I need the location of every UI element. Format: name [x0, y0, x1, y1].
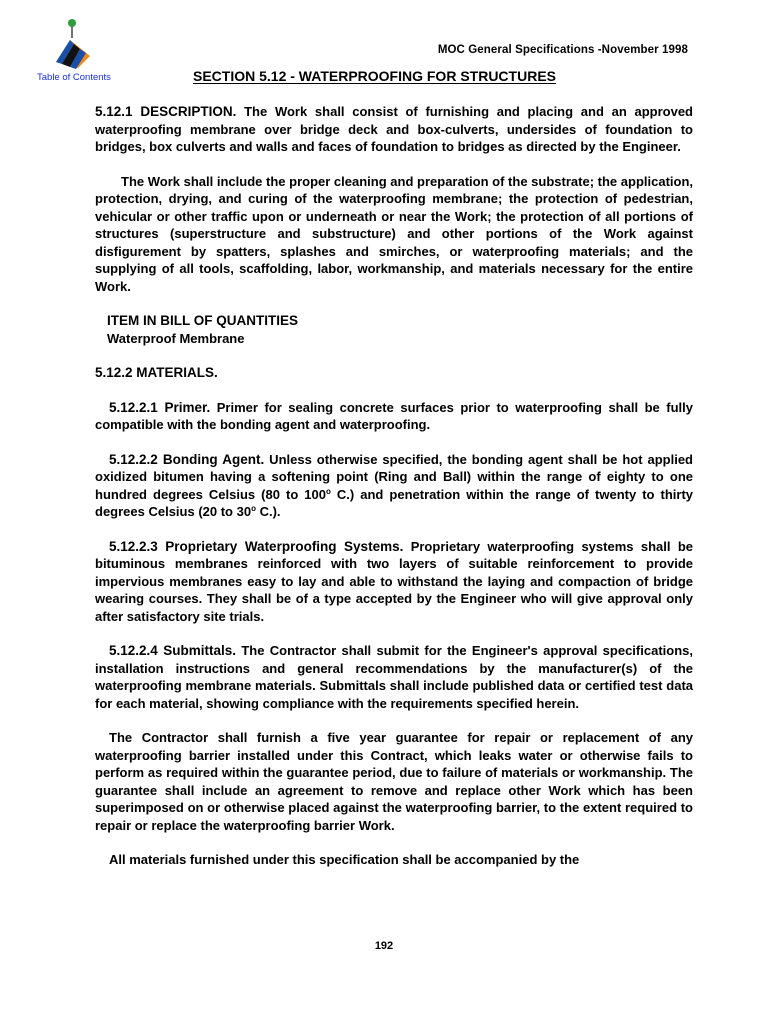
proprietary-systems-text: Proprietary waterproofing systems shall be bituminous membranes reinforced with two layers of suitable reinforcement to provide impervious membranes easy to lay and able to withstand the laying and compaction of bridge wearing courses. They shall be of a type accepted by the Engineer who will give approval only after satisfactory site trials.: [95, 538, 693, 624]
primer-heading: 5.12.2.1 Primer.: [109, 399, 211, 415]
degree-symbol: o: [251, 504, 256, 513]
submittals-paragraph: [95, 642, 693, 712]
submittals-text: The Contractor shall submit for the Engineer's approval specifications, installation instructions and general recommendations by the manufacturer(s) of the waterproofing membrane materials. Submittals shall include published data or certified test data for each material, showing compliance with the requirements specified herein.: [95, 643, 693, 711]
materials-accompaniment-text: All materials furnished under this specification shall be accompanied by the: [109, 852, 580, 867]
scope-text: The Work shall include the proper cleaning and preparation of the substrate; the application, protection, drying, and curing of the waterproofing membrane; the protection of pedestrian, vehicular or other traffic upon or underneath or near the Work; the protection of all portions of structures (superstructure and substructure) and other portions of the Work against disfigurement by spatters, splashes and smirches, or waterproofing materials; and the supplying of all tools, scaffolding, labor, workmanship, and materials necessary for the entire Work.: [95, 173, 693, 294]
bonding-agent-text-1: Unless otherwise specified, the bonding agent shall be hot applied oxidized bitumen having a softening point (Ring and Ball) within the range of eighty to one hundred degrees Celsius (80 to 100: [95, 451, 693, 502]
bill-of-quantities-heading: ITEM IN BILL OF QUANTITIES: [107, 313, 298, 328]
proprietary-systems-heading: 5.12.2.3 Proprietary Waterproofing Systems.: [109, 538, 404, 554]
table-of-contents-link[interactable]: Table of Contents: [37, 72, 111, 83]
page-number: 192: [374, 940, 394, 952]
description-text: The Work shall consist of furnishing and placing and an approved waterproofing membrane over bridge deck and box-culverts, undersides of foundation to bridges, box culverts and walls and faces of foundation to bridges as directed by the Engineer.: [95, 104, 693, 154]
primer-paragraph: [95, 399, 693, 434]
degree-symbol: o: [325, 486, 331, 496]
proprietary-systems-paragraph: [95, 538, 693, 626]
document-title: MOC General Specifications -November 1998: [437, 44, 688, 56]
materials-heading: 5.12.2 MATERIALS.: [95, 365, 218, 380]
guarantee-text: The Contractor shall furnish a five year guarantee for repair or replacement of any waterproofing barrier installed under this Contract, which leaks water or otherwise fails to perform as required within the guarantee period, due to failure of materials or workmanship. The guarantee shall include an agreement to remove and replace other Work which has been superimposed on or otherwise placed against the waterproofing barrier, to the extent required to repair or replace the waterproofing barrier Work.: [95, 730, 693, 833]
description-paragraph: [95, 103, 693, 156]
bonding-agent-paragraph: [95, 451, 693, 521]
moc-logo: [50, 18, 96, 74]
bill-of-quantities-item: Waterproof Membrane: [107, 330, 245, 346]
description-heading: 5.12.1 DESCRIPTION.: [95, 104, 237, 119]
bonding-agent-heading: 5.12.2.2 Bonding Agent.: [109, 451, 265, 467]
materials-accompaniment-paragraph: [95, 851, 693, 869]
primer-text: Primer for sealing concrete surfaces prior to waterproofing shall be fully compatible with the bonding agent and waterproofing.: [95, 399, 693, 432]
bill-of-quantities: [107, 312, 693, 347]
bonding-agent-text-3: C.).: [255, 504, 281, 519]
bonding-agent-text-2: C.) and penetration within the range of twenty to thirty degrees Celsius (20 to 30: [95, 486, 694, 519]
guarantee-paragraph: [95, 729, 693, 834]
document-body: [95, 103, 693, 886]
submittals-heading: 5.12.2.4 Submittals.: [109, 643, 237, 658]
section-title: SECTION 5.12 - WATERPROOFING FOR STRUCTURES: [193, 68, 556, 84]
scope-paragraph: [95, 173, 693, 296]
